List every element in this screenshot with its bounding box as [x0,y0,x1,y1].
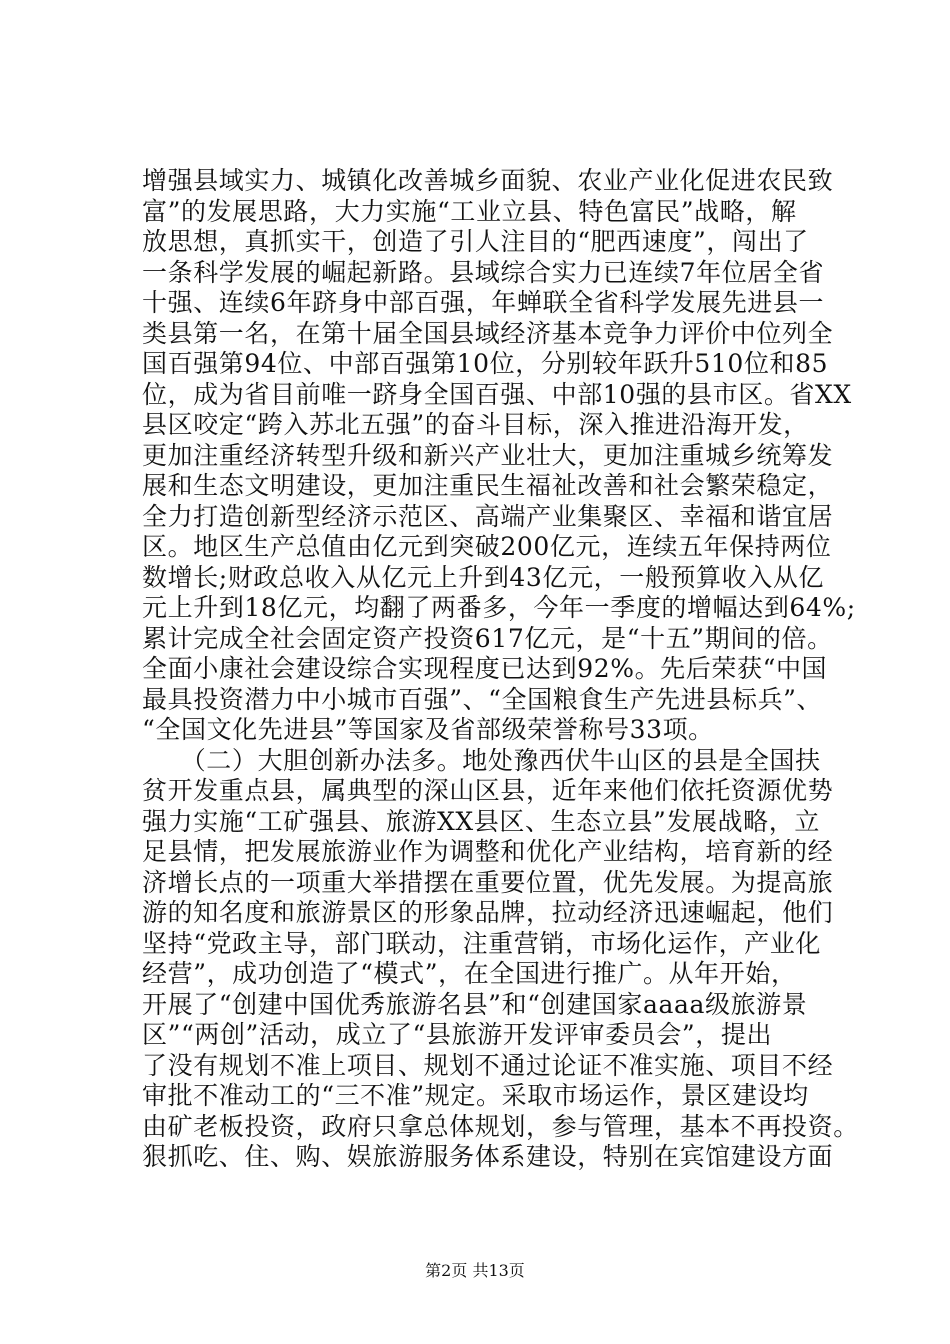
text-line: 了没有规划不准上项目、规划不通过论证不准实施、项目不经 [142,1050,834,1080]
text-line: 一条科学发展的崛起新路。县域综合实力已连续7年位居全省 [142,257,825,287]
text-line: 展和生态文明建设，更加注重民生福祉改善和社会繁荣稳定， [142,471,834,500]
text-line: 贫开发重点县，属典型的深山区县，近年来他们依托资源优势 [142,776,834,805]
text-line: 放思想，真抓实干，创造了引人注目的“肥西速度”，闯出了 [142,227,809,256]
text-line: 数增长;财政总收入从亿元上升到43亿元，一般预算收入从亿 [142,562,825,592]
page-footer: 第2页 共13页 [425,1261,525,1280]
text-line: 累计完成全社会固定资产投资617亿元，是“十五”期间的倍。 [142,623,833,653]
text-line: 经营”，成功创造了“模式”，在全国进行推广。从年开始， [142,959,797,988]
text-line: 由矿老板投资，政府只拿总体规划，参与管理，基本不再投资。 [142,1111,859,1141]
text-line: 县区咬定“跨入苏北五强”的奋斗目标，深入推进沿海开发， [142,410,809,439]
text-line: “全国文化先进县”等国家及省部级荣誉称号33项。 [142,715,714,744]
text-line: 坚持“党政主导，部门联动，注重营销，市场化运作，产业化 [142,928,821,958]
text-line: 全面小康社会建设综合实现程度已达到92%。先后荣获“中国 [142,654,828,683]
text-line: 审批不准动工的“三不准”规定。采取市场运作，景区建设均 [142,1081,809,1110]
text-line: 济增长点的一项重大举措摆在重要位置，优先发展。为提高旅 [142,867,834,897]
text-line: 区。地区生产总值由亿元到突破200亿元，连续五年保持两位 [142,532,832,561]
text-line: 全力打造创新型经济示范区、高端产业集聚区、幸福和谐宜居 [142,501,834,531]
text-line: 强力实施“工矿强县、旅游XX县区、生态立县”发展战略，立 [142,806,820,836]
text-line: 狠抓吃、住、购、娱旅游服务体系建设，特别在宾馆建设方面 [142,1142,834,1171]
text-line: 富”的发展思路，大力实施“工业立县、特色富民”战略，解 [142,196,797,226]
body-text [142,166,859,1173]
text-line: 开展了“创建中国优秀旅游名县”和“创建国家aaaa级旅游景 [142,989,808,1019]
text-line: 类县第一名，在第十届全国县域经济基本竞争力评价中位列全 [142,318,834,348]
text-line: 足县情，把发展旅游业作为调整和优化产业结构，培育新的经 [142,837,834,866]
text-line: 更加注重经济转型升级和新兴产业壮大，更加注重城乡统筹发 [142,440,834,470]
text-line: 最具投资潜力中小城市百强”、“全国粮食生产先进县标兵”、 [142,684,823,714]
text-line: 十强、连续6年跻身中部百强，年蝉联全省科学发展先进县一 [142,288,825,317]
text-line: 位，成为省目前唯一跻身全国百强、中部10强的县市区。省XX [142,379,852,409]
text-line: 元上升到18亿元，均翻了两番多，今年一季度的增幅达到64%; [142,593,856,622]
text-line: 区”“两创”活动，成立了“县旅游开发评审委员会”，提出 [142,1020,773,1049]
text-line: （二）大胆创新办法多。地处豫西伏牛山区的县是全国扶 [142,745,821,775]
text-line: 国百强第94位、中部百强第10位，分别较年跃升510位和85 [142,349,829,378]
text-line: 游的知名度和旅游景区的形象品牌，拉动经济迅速崛起，他们 [142,898,834,927]
text-line: 增强县域实力、城镇化改善城乡面貌、农业产业化促进农民致 [142,166,834,195]
